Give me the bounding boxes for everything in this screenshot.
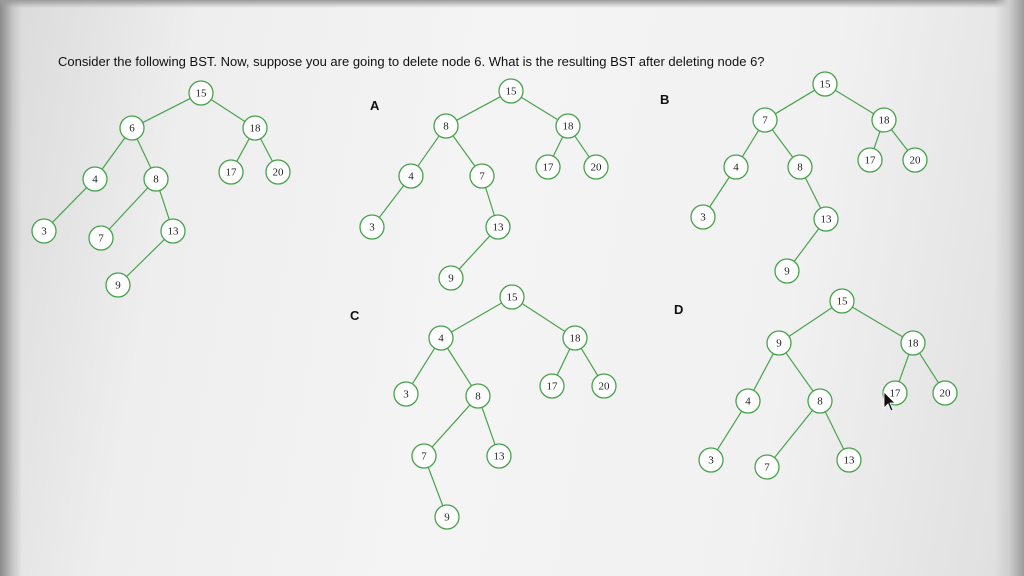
option-label-c[interactable]: C [350, 308, 360, 323]
node-label: 15 [505, 85, 517, 98]
tree-original-edge [160, 190, 170, 219]
tree-a-node-13 [486, 215, 510, 239]
tree-d-node-18 [901, 331, 925, 355]
node-label: 8 [443, 120, 449, 133]
node-label: 8 [817, 395, 823, 408]
tree-original-node-3 [32, 219, 56, 243]
node-label: 4 [745, 395, 751, 408]
tree-c-node-17 [540, 374, 564, 398]
node-label: 17 [889, 387, 901, 400]
tree-b-node-8 [788, 155, 812, 179]
tree-edges [52, 87, 938, 506]
tree-a-edge [486, 187, 495, 215]
node-label: 18 [562, 120, 574, 133]
node-label: 4 [733, 161, 739, 174]
tree-b-node-13 [814, 207, 838, 231]
tree-b-node-18 [872, 108, 896, 132]
tree-a-edge [521, 97, 558, 119]
tree-b-edge [805, 178, 820, 209]
tree-d-node-15 [830, 289, 854, 313]
tree-c-edge [432, 405, 470, 447]
node-label: 17 [542, 161, 554, 174]
tree-original-edge [102, 138, 125, 170]
tree-b-edge [874, 131, 880, 148]
node-label: 3 [708, 454, 714, 467]
tree-c-node-15 [500, 285, 524, 309]
tree-original-node-7 [89, 226, 113, 250]
tree-c-node-7 [412, 444, 436, 468]
tree-c-node-13 [487, 444, 511, 468]
tree-b-node-7 [753, 108, 777, 132]
tree-c-edge [451, 303, 501, 332]
node-label: 20 [939, 387, 951, 400]
tree-d-edge [825, 412, 843, 449]
tree-c-edge [482, 407, 495, 444]
node-label: 15 [836, 295, 848, 308]
tree-d-node-3 [699, 448, 723, 472]
tree-a-node-9 [439, 266, 463, 290]
tree-original-node-17 [219, 160, 243, 184]
tree-original-node-20 [266, 160, 290, 184]
tree-b-edge [891, 129, 907, 150]
tree-d-node-7 [755, 455, 779, 479]
node-label: 18 [249, 122, 261, 135]
tree-a-node-4 [399, 164, 423, 188]
tree-d-node-20 [933, 381, 957, 405]
tree-original-edge [211, 100, 245, 122]
tree-original-node-18 [243, 116, 267, 140]
tree-a-node-20 [584, 155, 608, 179]
node-label: 18 [569, 332, 581, 345]
tree-c-edge [522, 304, 565, 332]
node-label: 9 [444, 511, 450, 524]
node-label: 13 [167, 225, 179, 238]
tree-c-node-3 [394, 382, 418, 406]
tree-b-node-20 [903, 148, 927, 172]
tree-b-edge [710, 177, 730, 207]
node-label: 17 [225, 166, 237, 179]
node-label: 9 [784, 265, 790, 278]
node-label: 7 [762, 114, 768, 127]
tree-c-edge [447, 348, 471, 386]
node-label: 3 [700, 211, 706, 224]
tree-b-node-15 [813, 72, 837, 96]
tree-a-edge [453, 136, 475, 167]
tree-d-edge [754, 354, 774, 391]
node-label: 4 [438, 332, 444, 345]
node-label: 4 [408, 170, 414, 183]
tree-c-edge [581, 348, 598, 375]
tree-c-node-9 [435, 505, 459, 529]
node-label: 9 [448, 272, 454, 285]
tree-b-edge [794, 229, 819, 262]
node-label: 17 [546, 380, 558, 393]
tree-d-edge [789, 308, 832, 337]
node-label: 6 [129, 122, 135, 135]
node-label: 3 [369, 221, 375, 234]
node-label: 20 [272, 166, 284, 179]
tree-original-edge [127, 239, 165, 276]
tree-a-node-8 [434, 114, 458, 138]
node-label: 20 [598, 380, 610, 393]
tree-b-edge [742, 130, 758, 157]
node-label: 13 [843, 454, 855, 467]
node-label: 20 [909, 154, 921, 167]
tree-c-node-8 [466, 384, 490, 408]
tree-a-node-18 [556, 114, 580, 138]
node-label: 9 [115, 279, 121, 292]
node-label: 9 [776, 337, 782, 350]
tree-b-node-17 [858, 148, 882, 172]
tree-original-edge [237, 139, 250, 162]
tree-c-edge [557, 349, 570, 375]
tree-c-node-18 [563, 326, 587, 350]
node-label: 15 [819, 78, 831, 91]
node-label: 13 [820, 213, 832, 226]
tree-original-node-13 [161, 219, 185, 243]
node-label: 13 [493, 450, 505, 463]
node-label: 7 [98, 232, 104, 245]
tree-d-edge [775, 410, 813, 457]
tree-nodes [32, 72, 957, 529]
tree-d-edge [852, 307, 902, 337]
tree-d-node-9 [767, 331, 791, 355]
tree-d-edge [919, 353, 938, 383]
node-label: 7 [764, 461, 770, 474]
tree-a-node-7 [470, 164, 494, 188]
tree-c-node-4 [429, 326, 453, 350]
node-label: 3 [403, 388, 409, 401]
option-label-b[interactable]: B [660, 92, 670, 107]
tree-d-edge [899, 354, 909, 381]
option-label-a[interactable]: A [370, 98, 380, 113]
tree-a-edge [575, 136, 589, 157]
node-label: 15 [506, 291, 518, 304]
tree-original-node-8 [144, 167, 168, 191]
tree-d-node-13 [837, 448, 861, 472]
tree-a-edge [457, 97, 501, 121]
tree-a-edge [553, 137, 562, 156]
tree-a-node-3 [360, 215, 384, 239]
node-label: 20 [590, 161, 602, 174]
tree-a-edge [418, 136, 439, 166]
tree-original-edge [143, 98, 191, 122]
tree-b-node-3 [691, 205, 715, 229]
tree-d-node-4 [736, 389, 760, 413]
tree-a-node-15 [499, 79, 523, 103]
tree-a-node-17 [536, 155, 560, 179]
tree-original-node-9 [106, 273, 130, 297]
tree-d-node-8 [808, 389, 832, 413]
node-label: 15 [195, 87, 207, 100]
tree-d-edge [717, 411, 741, 450]
tree-original-edge [137, 139, 151, 168]
tree-c-edge [412, 348, 434, 384]
tree-b-node-4 [724, 155, 748, 179]
node-label: 18 [907, 337, 919, 350]
tree-b-edge [835, 90, 874, 113]
tree-original-edge [109, 188, 148, 229]
tree-original-edge [52, 188, 86, 223]
question-text: Consider the following BST. Now, suppose you are going to delete node 6. What is the resulting BST after deleting node 6? [58, 54, 765, 69]
node-label: 4 [92, 173, 98, 186]
node-label: 8 [153, 173, 159, 186]
tree-original-edge [261, 139, 273, 162]
node-label: 13 [492, 221, 504, 234]
tree-original-node-4 [83, 167, 107, 191]
node-label: 8 [797, 161, 803, 174]
tree-a-edge [459, 236, 490, 269]
node-label: 3 [41, 225, 47, 238]
node-label: 8 [475, 390, 481, 403]
node-label: 7 [479, 170, 485, 183]
tree-b-edge [772, 130, 793, 158]
node-label: 18 [878, 114, 890, 127]
node-label: 17 [864, 154, 876, 167]
option-label-d[interactable]: D [674, 302, 684, 317]
tree-d-edge [786, 353, 813, 391]
tree-a-edge [379, 186, 403, 218]
tree-c-node-20 [592, 374, 616, 398]
tree-original-node-6 [120, 116, 144, 140]
node-label: 7 [421, 450, 427, 463]
tree-b-node-9 [775, 259, 799, 283]
tree-original-node-15 [189, 81, 213, 105]
tree-c-edge [428, 467, 443, 506]
tree-b-edge [775, 90, 814, 114]
